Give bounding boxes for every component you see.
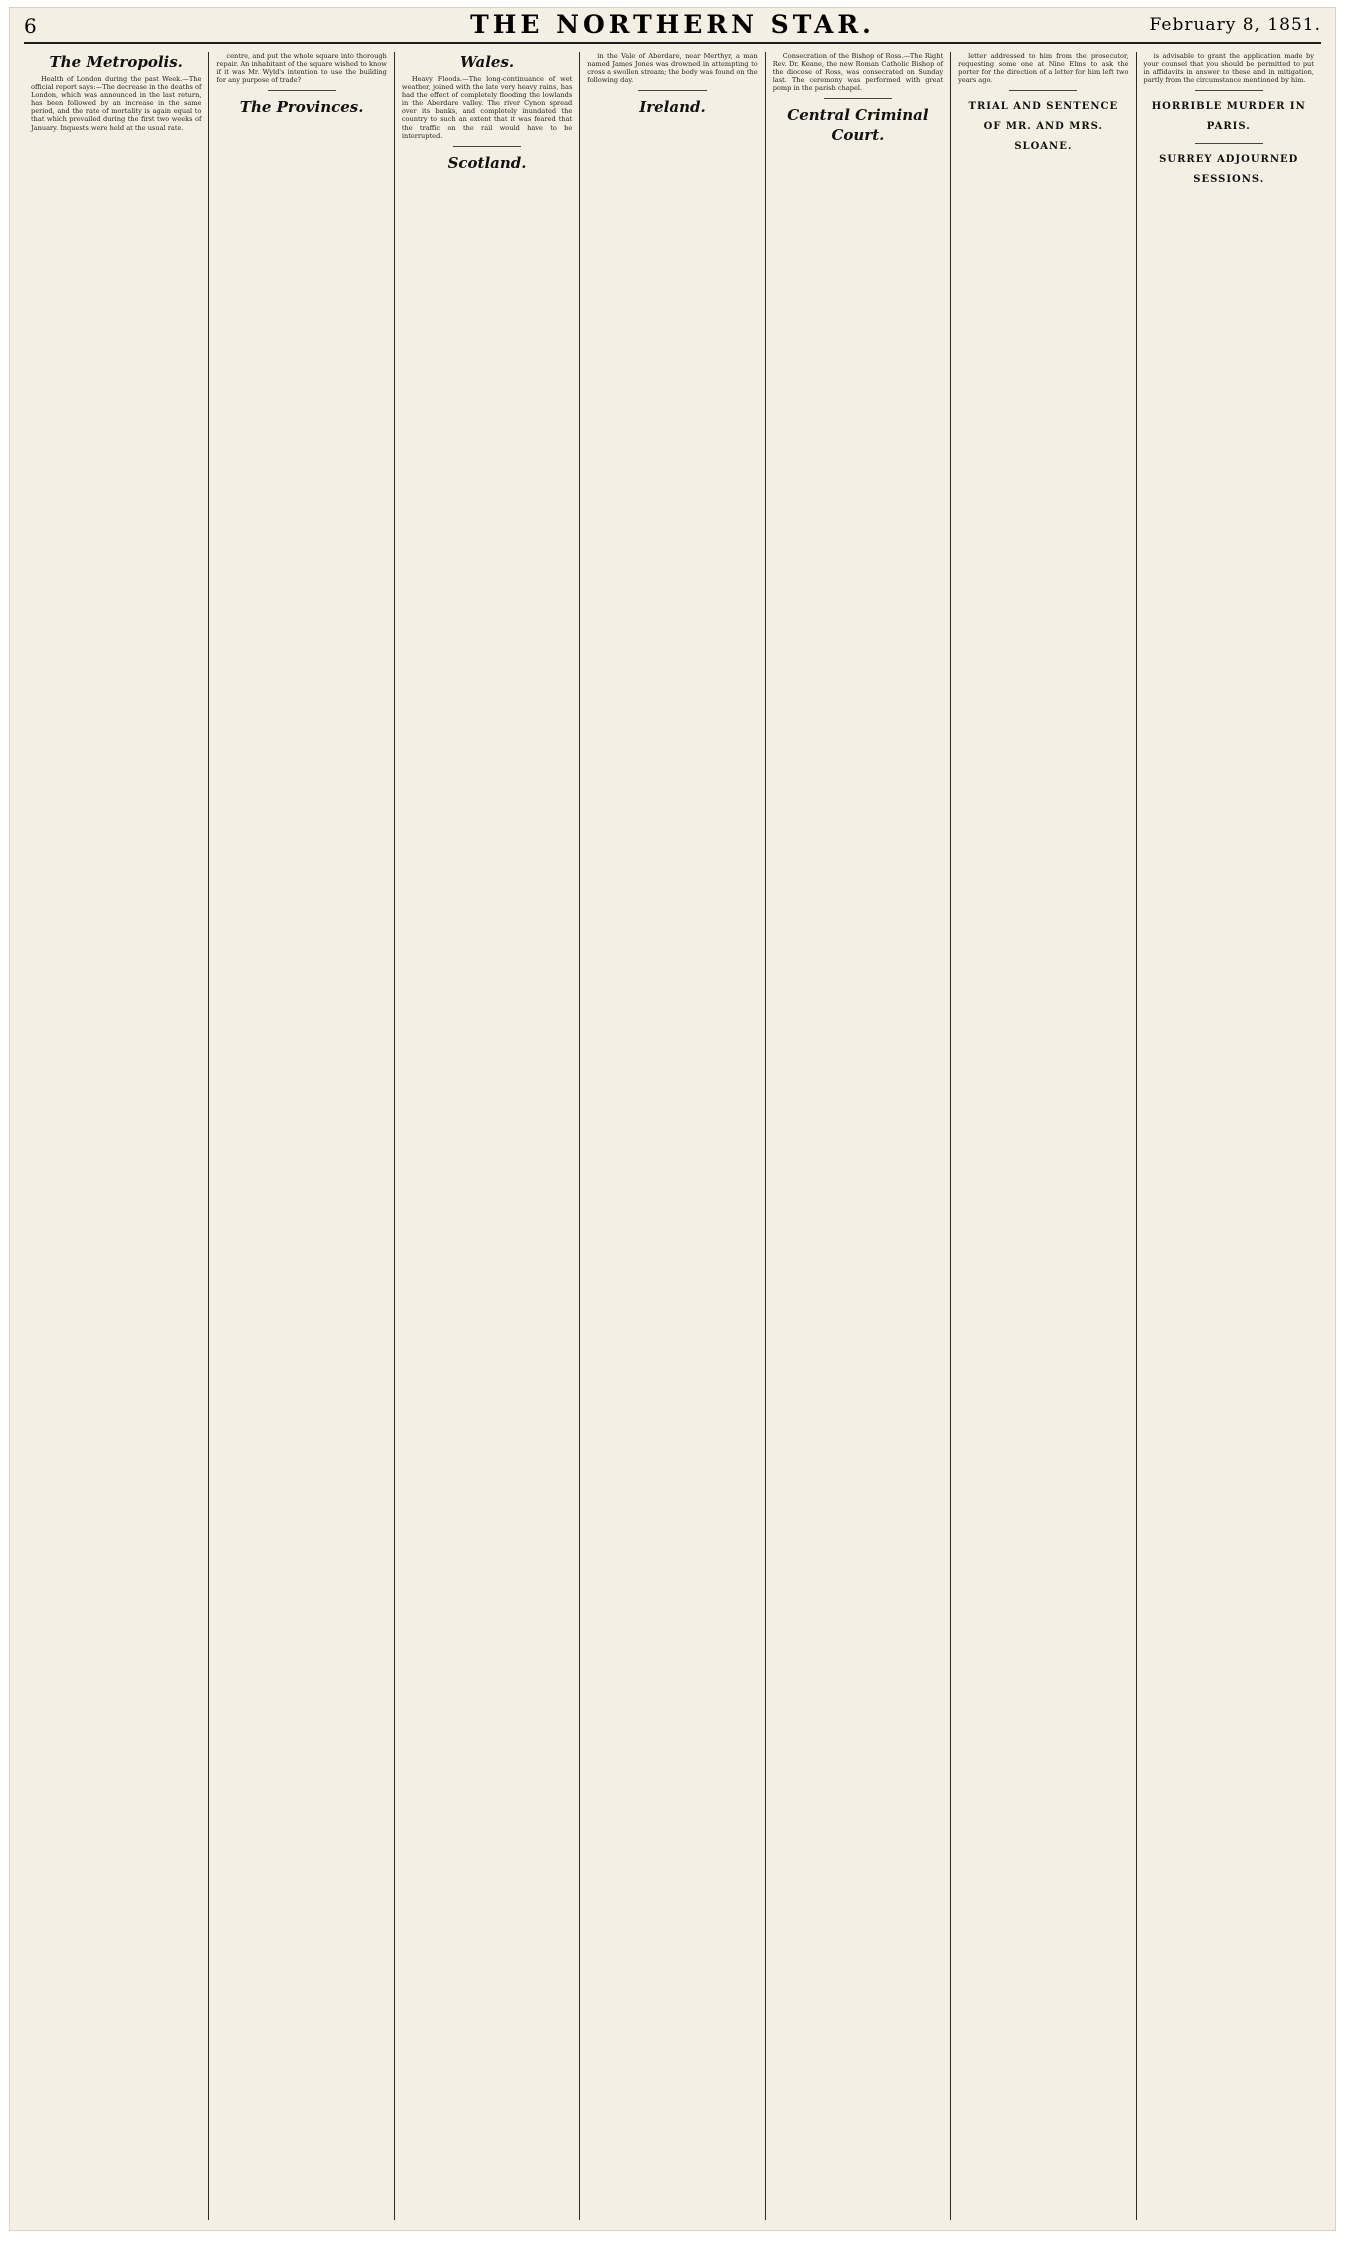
section-heading-surrey-sessions: SURREY ADJOURNED SESSIONS.	[1159, 154, 1299, 186]
column-2	[209, 52, 394, 2220]
column-text	[216, 52, 386, 84]
divider	[268, 90, 336, 91]
article-paragraph: Heavy Floods.—The long-continuance of wet weather, joined with the late very heavy rains, has had the effect of completely flooding the lowlands in the Aberdare valley. The river Cynon spread over its banks, and completely inundated the country to such an extent that it was feared that the traffic on the rail would have to be interrupted.	[401, 75, 573, 140]
section-heading-scotland: Scotland.	[447, 153, 527, 172]
newspaper-title: THE NORTHERN STAR.	[470, 10, 875, 39]
divider	[1195, 143, 1263, 144]
article-paragraph: Health of London during the past Week.—The official report says:—The decrease in the deaths of London, which was announced in the last return, has been followed by an increase in the same period, and the rate of mortality is again equal to that which prevailed during the first two weeks of January. Inquests were held at the usual rate.	[31, 75, 202, 132]
section-heading-trial-sloane: TRIAL AND SENTENCE OF MR. AND MRS. SLOANE.	[968, 101, 1119, 153]
divider	[1195, 90, 1263, 91]
divider	[638, 90, 706, 91]
column-3	[395, 52, 580, 2220]
column-text	[1144, 52, 1314, 84]
column-4	[580, 52, 765, 2220]
article-paragraph: Consecration of the Bishop of Ross.—The Right Rev. Dr. Keane, the new Roman Catholic Bishop of the diocese of Ross, was consecrated on Sunday last. The ceremony was performed with great pomp in the parish chapel.	[772, 52, 944, 93]
column-7	[1137, 52, 1321, 2220]
article-paragraph: in the Vale of Aberdare, near Merthyr, a man named James Jones was drowned in attempting to cross a swollen stream; the body was found on the following day.	[587, 52, 758, 85]
section-heading-metropolis: The Metropolis.	[49, 53, 183, 71]
section-heading-provinces: The Provinces.	[239, 98, 364, 117]
column-5	[766, 52, 951, 2220]
column-text	[402, 75, 572, 140]
article-paragraph: letter addressed to him from the prosecutor, requesting some one at Nine Elms to ask the porter for the direction of a letter for him left two years ago.	[958, 52, 1129, 85]
section-heading-criminal-court: Central Criminal Court.	[787, 106, 929, 145]
divider	[824, 98, 892, 99]
section-heading-ireland: Ireland.	[639, 98, 706, 117]
page-number: 6	[24, 14, 37, 38]
column-text	[31, 75, 201, 132]
divider	[453, 146, 521, 147]
column-text	[958, 52, 1128, 84]
article-paragraph: is advisable to grant the application made by your counsel that you should be permitted to put in affidavits in answer to these and in mitigation, partly from the circumstance mentioned by him.	[1143, 52, 1314, 85]
article-paragraph: centre, and put the whole square into thorough repair. An inhabitant of the square wished to know if it was Mr. Wyld's intention to use the building for any purpose of trade?	[216, 52, 387, 85]
newspaper-page	[10, 8, 1335, 2230]
columns	[24, 52, 1321, 2220]
column-text	[773, 52, 943, 92]
column-6	[951, 52, 1136, 2220]
section-heading-wales: Wales.	[459, 53, 515, 71]
divider	[1009, 90, 1077, 91]
issue-date: February 8, 1851.	[1149, 15, 1321, 35]
section-heading-horrible-murder: HORRIBLE MURDER IN PARIS.	[1151, 101, 1306, 133]
column-1	[24, 52, 209, 2220]
masthead	[24, 8, 1321, 44]
column-text	[587, 52, 757, 84]
